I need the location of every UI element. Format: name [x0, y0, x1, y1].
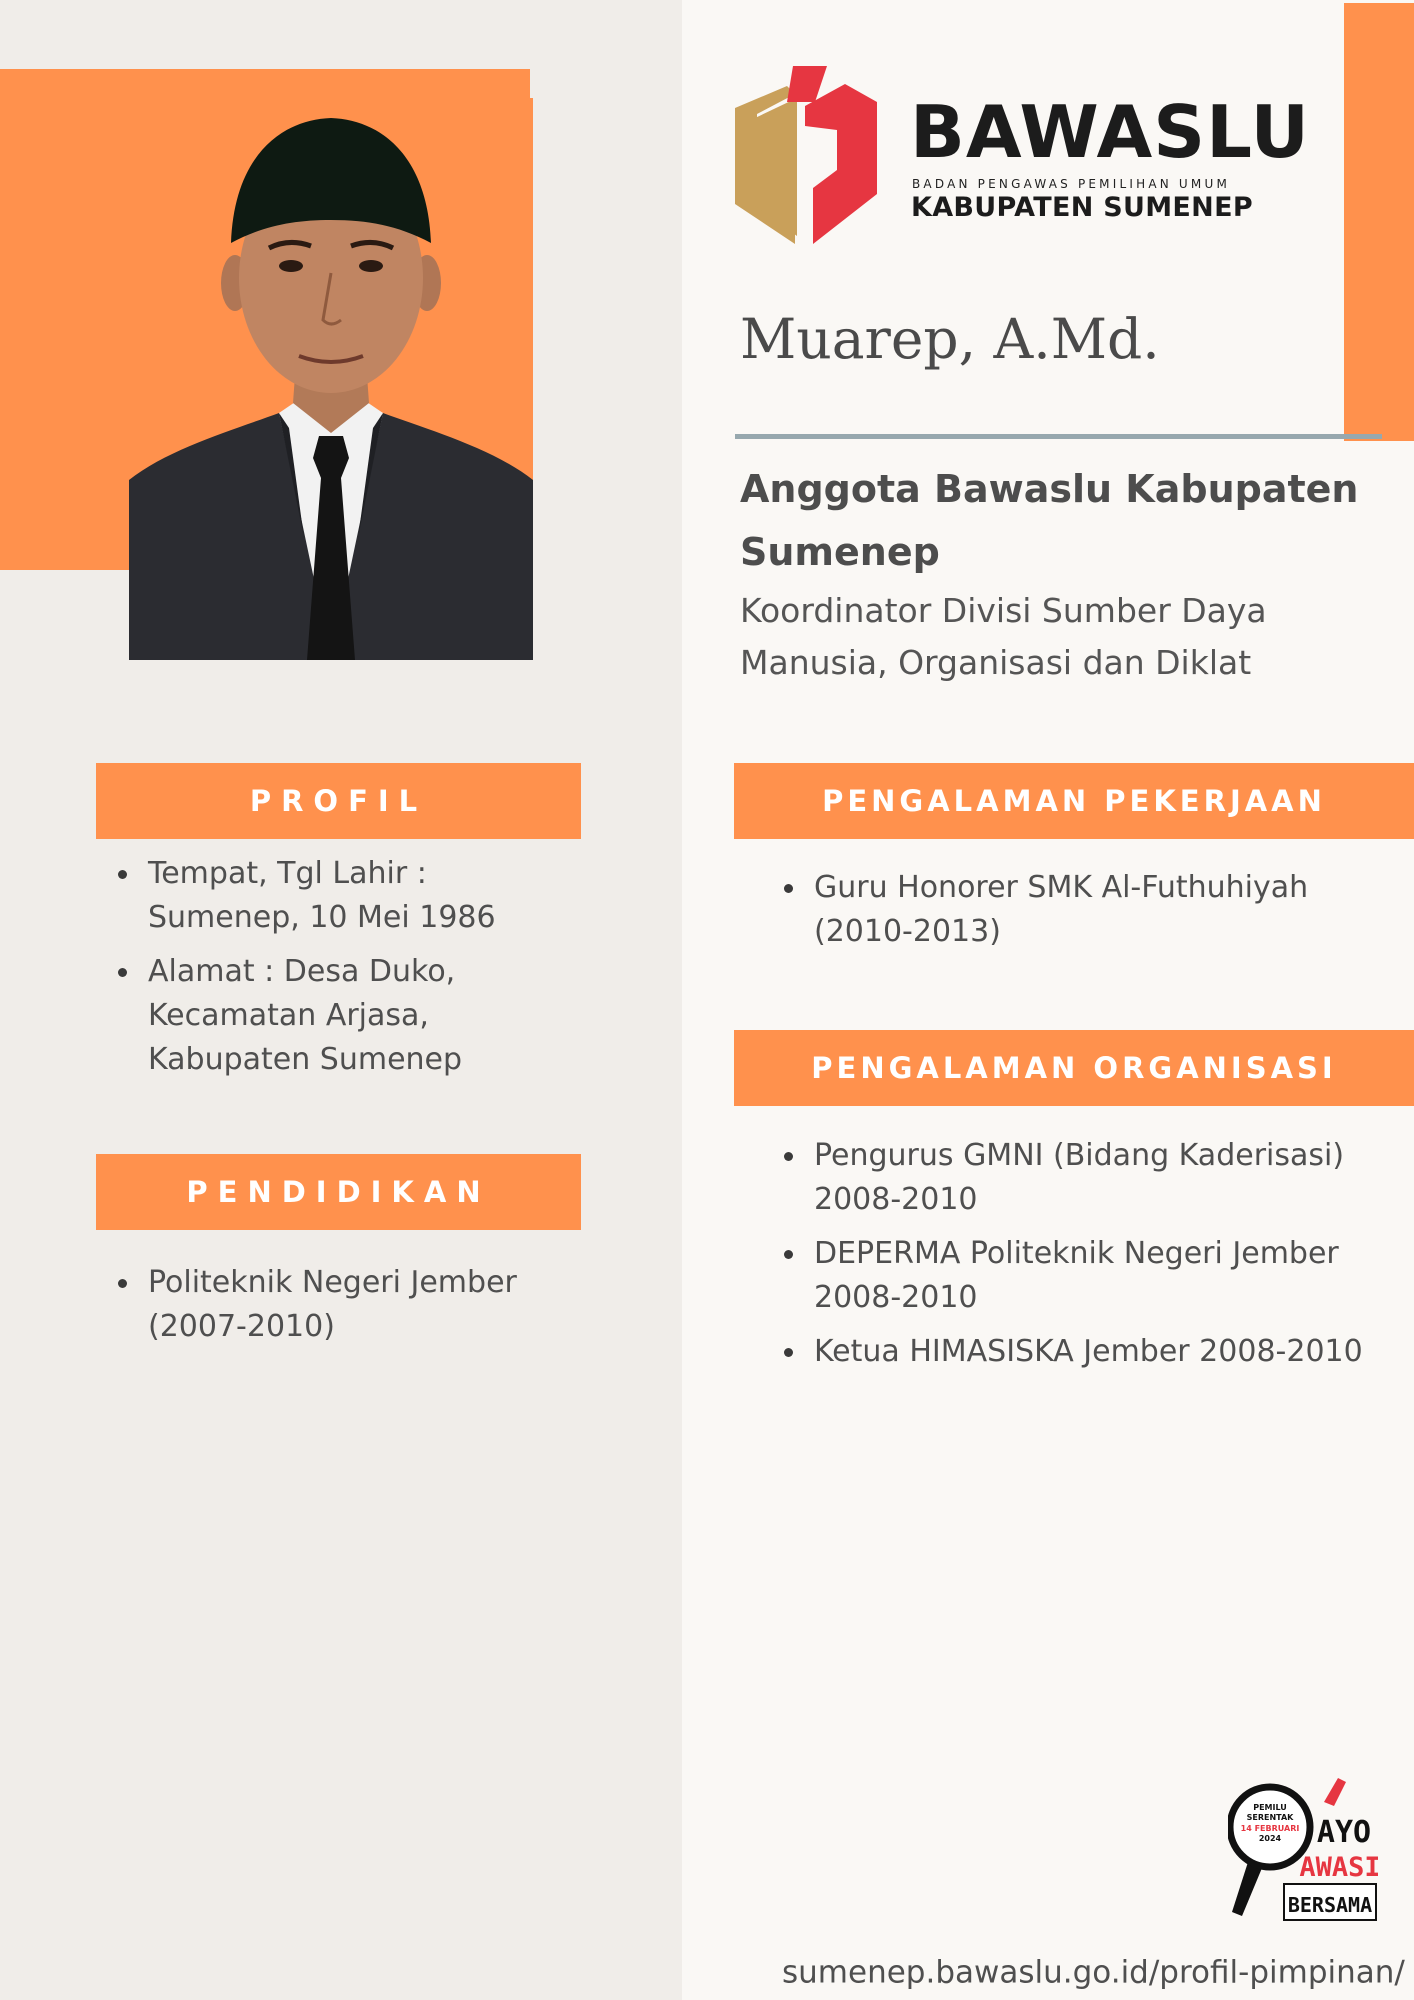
pekerjaan-list [784, 866, 1374, 964]
pekerjaan-heading: PENGALAMAN PEKERJAAN [734, 763, 1414, 839]
accent-stripe [1344, 3, 1414, 441]
organisasi-list [784, 1134, 1414, 1384]
list-item: Pengurus GMNI (Bidang Kaderisasi) 2008-2010 [814, 1134, 1414, 1222]
ballot-box-icon [727, 66, 887, 246]
role-division: Koordinator Divisi Sumber Daya Manusia, Organisasi dan Diklat [740, 591, 1267, 682]
organisasi-heading: PENGALAMAN ORGANISASI [734, 1030, 1414, 1106]
footer-url[interactable]: sumenep.bawaslu.go.id/profil-pimpinan/ [782, 1954, 1405, 1991]
badge-date: 14 FEBRUARI [1240, 1824, 1300, 1833]
profil-heading: PROFIL [96, 763, 581, 839]
list-item: Guru Honorer SMK Al-Futhuhiyah (2010-2013) [814, 866, 1374, 954]
badge-line1: PEMILU [1253, 1803, 1287, 1812]
badge-slogan-2: AWASI [1299, 1852, 1378, 1883]
role-title: Anggota Bawaslu Kabupaten Sumenep [740, 467, 1359, 574]
pendidikan-heading: PENDIDIKAN [96, 1154, 581, 1230]
logo-title: BAWASLU [910, 90, 1310, 174]
pendidikan-list [118, 1261, 608, 1359]
logo-region: KABUPATEN SUMENEP [911, 192, 1253, 223]
ayo-awasi-bersama-badge [1228, 1772, 1378, 1924]
list-item: Alamat : Desa Duko, Kecamatan Arjasa, Kabupaten Sumenep [148, 950, 588, 1082]
name-divider [735, 434, 1382, 439]
badge-line2: SERENTAK [1246, 1813, 1294, 1822]
list-item: DEPERMA Politeknik Negeri Jember 2008-2010 [814, 1232, 1414, 1320]
person-name: Muarep, A.Md. [740, 307, 1160, 371]
logo-subtitle: BADAN PENGAWAS PEMILIHAN UMUM [912, 177, 1230, 191]
list-item: Politeknik Negeri Jember (2007-2010) [148, 1261, 608, 1349]
profile-photo [129, 98, 533, 660]
bawaslu-logo [727, 66, 1310, 246]
list-item: Ketua HIMASISKA Jember 2008-2010 [814, 1330, 1414, 1374]
right-column [682, 0, 1414, 2000]
badge-slogan-1: AYO [1316, 1815, 1372, 1850]
list-item: Tempat, Tgl Lahir : Sumenep, 10 Mei 1986 [148, 852, 588, 940]
badge-slogan-3: BERSAMA [1287, 1893, 1373, 1917]
badge-year: 2024 [1258, 1834, 1282, 1843]
profil-list [118, 852, 588, 1092]
